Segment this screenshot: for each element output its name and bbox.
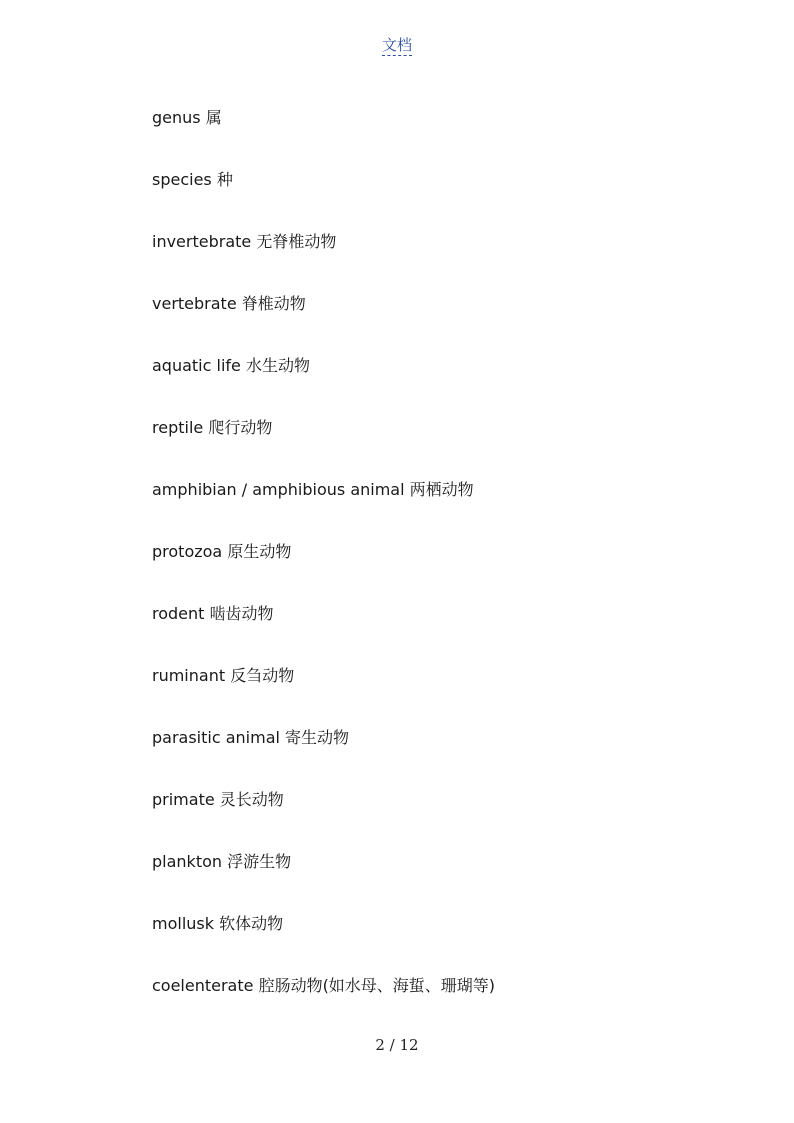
list-item: amphibian / amphibious animal 两栖动物 — [152, 480, 474, 499]
list-item: reptile 爬行动物 — [152, 418, 273, 437]
list-item: protozoa 原生动物 — [152, 542, 292, 561]
page-number: 2 / 12 — [375, 1036, 419, 1054]
list-item: ruminant 反刍动物 — [152, 666, 295, 685]
list-item: vertebrate 脊椎动物 — [152, 294, 306, 313]
list-item: primate 灵长动物 — [152, 790, 284, 809]
list-item: aquatic life 水生动物 — [152, 356, 310, 375]
document-title: 文档 — [381, 36, 412, 54]
list-item: coelenterate 腔肠动物(如水母、海蜇、珊瑚等) — [152, 976, 496, 995]
list-item: genus 属 — [152, 108, 222, 127]
list-item: plankton 浮游生物 — [152, 852, 292, 871]
list-item: mollusk 软体动物 — [152, 914, 284, 933]
vocabulary-list — [152, 106, 495, 1036]
list-item: parasitic animal 寄生动物 — [152, 728, 350, 747]
list-item: rodent 啮齿动物 — [152, 604, 274, 623]
list-item: invertebrate 无脊椎动物 — [152, 232, 337, 251]
list-item: species 种 — [152, 170, 233, 189]
document-header — [0, 34, 794, 55]
